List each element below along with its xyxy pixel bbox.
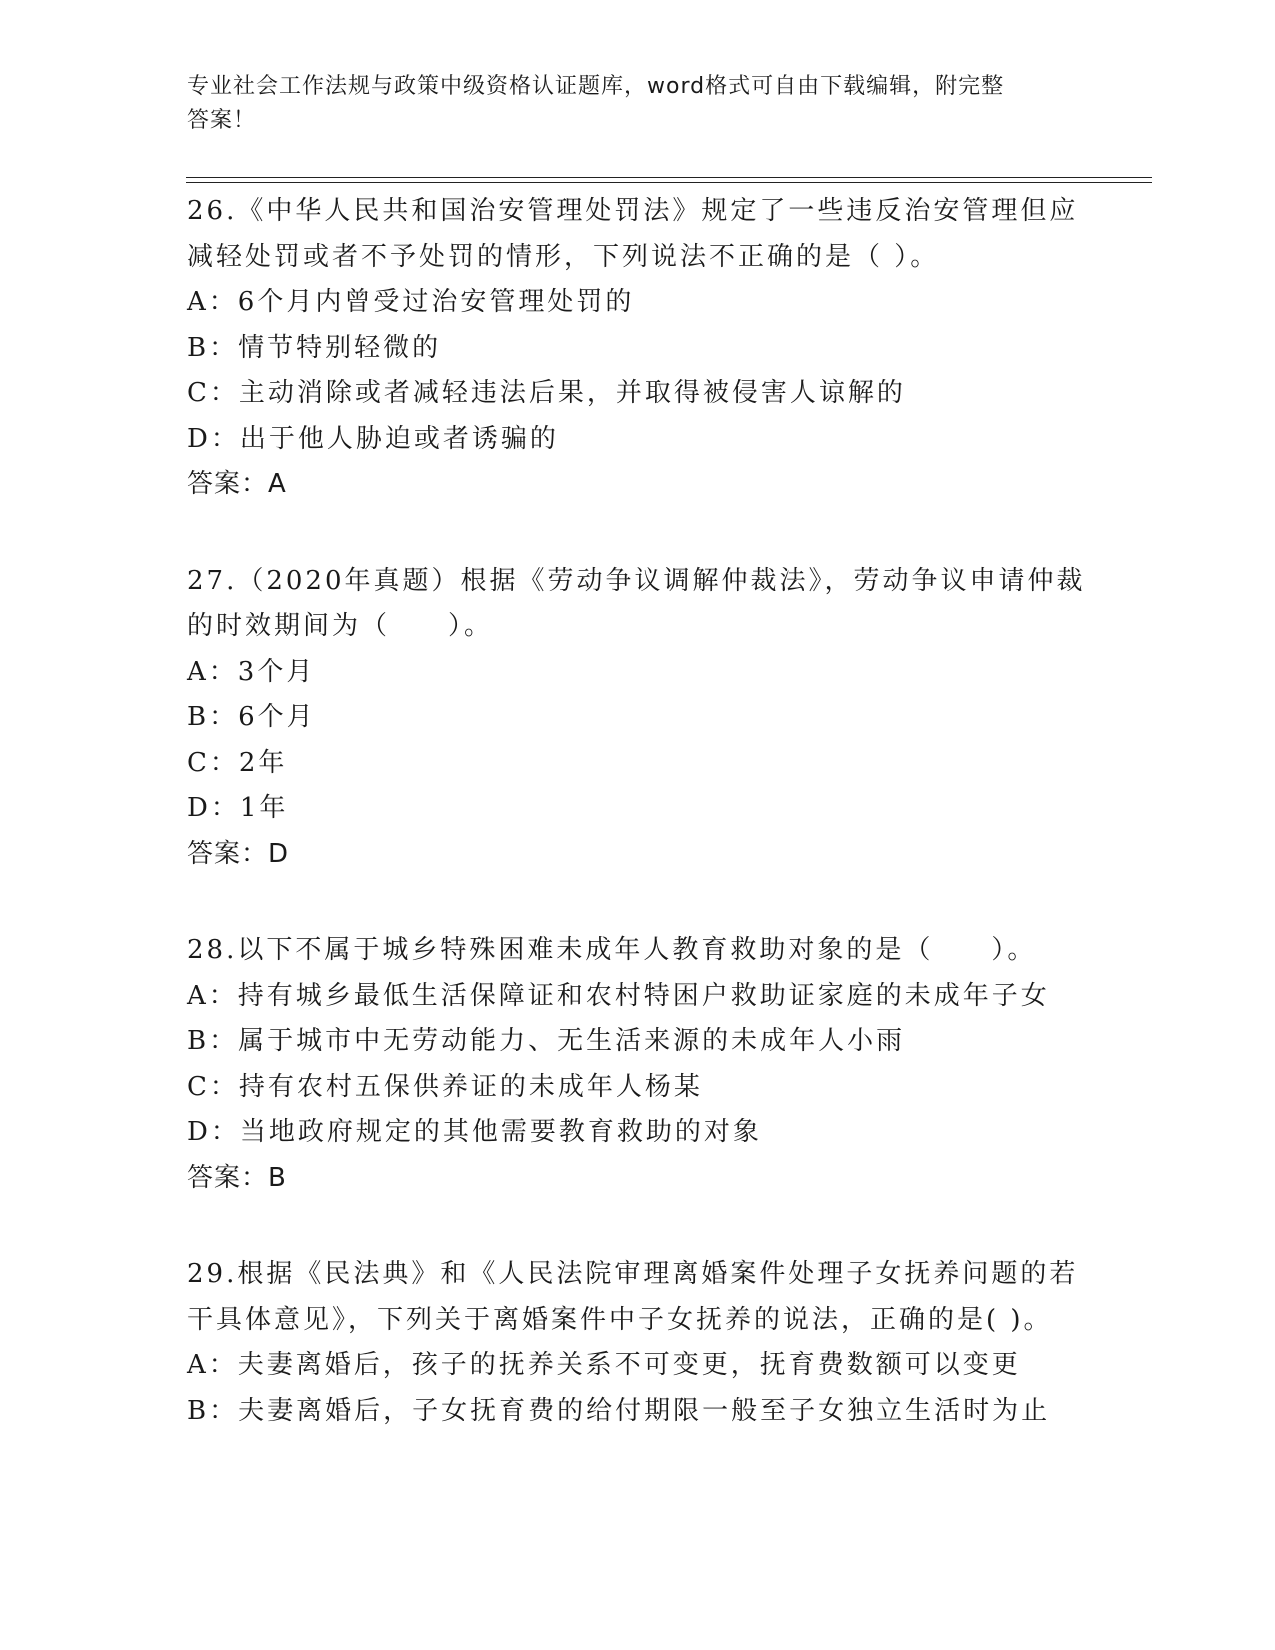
header-line-2: 答案！ bbox=[187, 108, 257, 133]
option-a: A：6个月内曾受过治安管理处罚的 bbox=[187, 287, 635, 317]
question-26 bbox=[187, 189, 1087, 508]
option-d: D：当地政府规定的其他需要教育救助的对象 bbox=[187, 1117, 762, 1147]
question-27 bbox=[187, 559, 1087, 878]
option-c: C：主动消除或者减轻违法后果，并取得被侵害人谅解的 bbox=[187, 378, 906, 408]
question-text: 29.根据《民法典》和《人民法院审理离婚案件处理子女抚养问题的若干具体意见》，下列关于离婚案件中子女抚养的说法，正确的是( )。 bbox=[187, 1259, 1079, 1335]
header-divider-bottom bbox=[186, 182, 1152, 183]
option-a: A：3个月 bbox=[187, 656, 316, 687]
option-a: A：持有城乡最低生活保障证和农村特困户救助证家庭的未成年子女 bbox=[187, 980, 1050, 1011]
answer: 答案：D bbox=[187, 838, 290, 869]
question-text: 28.以下不属于城乡特殊困难未成年人教育救助对象的是（ ）。 bbox=[187, 935, 1037, 965]
header-line-1: 专业社会工作法规与政策中级资格认证题库，word格式可自由下载编辑，附完整 bbox=[187, 74, 1005, 99]
question-29 bbox=[187, 1252, 1087, 1434]
option-d: D：出于他人胁迫或者诱骗的 bbox=[187, 423, 559, 454]
question-text: 27.（2020年真题）根据《劳动争议调解仲裁法》，劳动争议申请仲裁的时效期间为（ ）。 bbox=[187, 565, 1086, 641]
answer: 答案：A bbox=[187, 469, 287, 499]
header-divider-top bbox=[186, 177, 1152, 178]
option-c: C：2年 bbox=[187, 747, 288, 778]
option-a: A：夫妻离婚后，孩子的抚养关系不可变更，抚育费数额可以变更 bbox=[187, 1350, 1021, 1380]
question-list bbox=[187, 189, 1087, 1485]
option-b: B：6个月 bbox=[187, 702, 316, 732]
question-28 bbox=[187, 928, 1087, 1201]
option-d: D：1年 bbox=[187, 793, 289, 823]
question-text: 26.《中华人民共和国治安管理处罚法》规定了一些违反治安管理但应减轻处罚或者不予处罚的情形，下列说法不正确的是（ ）。 bbox=[187, 196, 1079, 272]
page-header bbox=[187, 70, 1067, 138]
option-b: B：夫妻离婚后，子女抚育费的给付期限一般至子女独立生活时为止 bbox=[187, 1395, 1051, 1426]
option-b: B：属于城市中无劳动能力、无生活来源的未成年人小雨 bbox=[187, 1026, 906, 1056]
option-c: C：持有农村五保供养证的未成年人杨某 bbox=[187, 1071, 703, 1102]
answer: 答案：B bbox=[187, 1162, 287, 1193]
option-b: B：情节特别轻微的 bbox=[187, 332, 442, 363]
